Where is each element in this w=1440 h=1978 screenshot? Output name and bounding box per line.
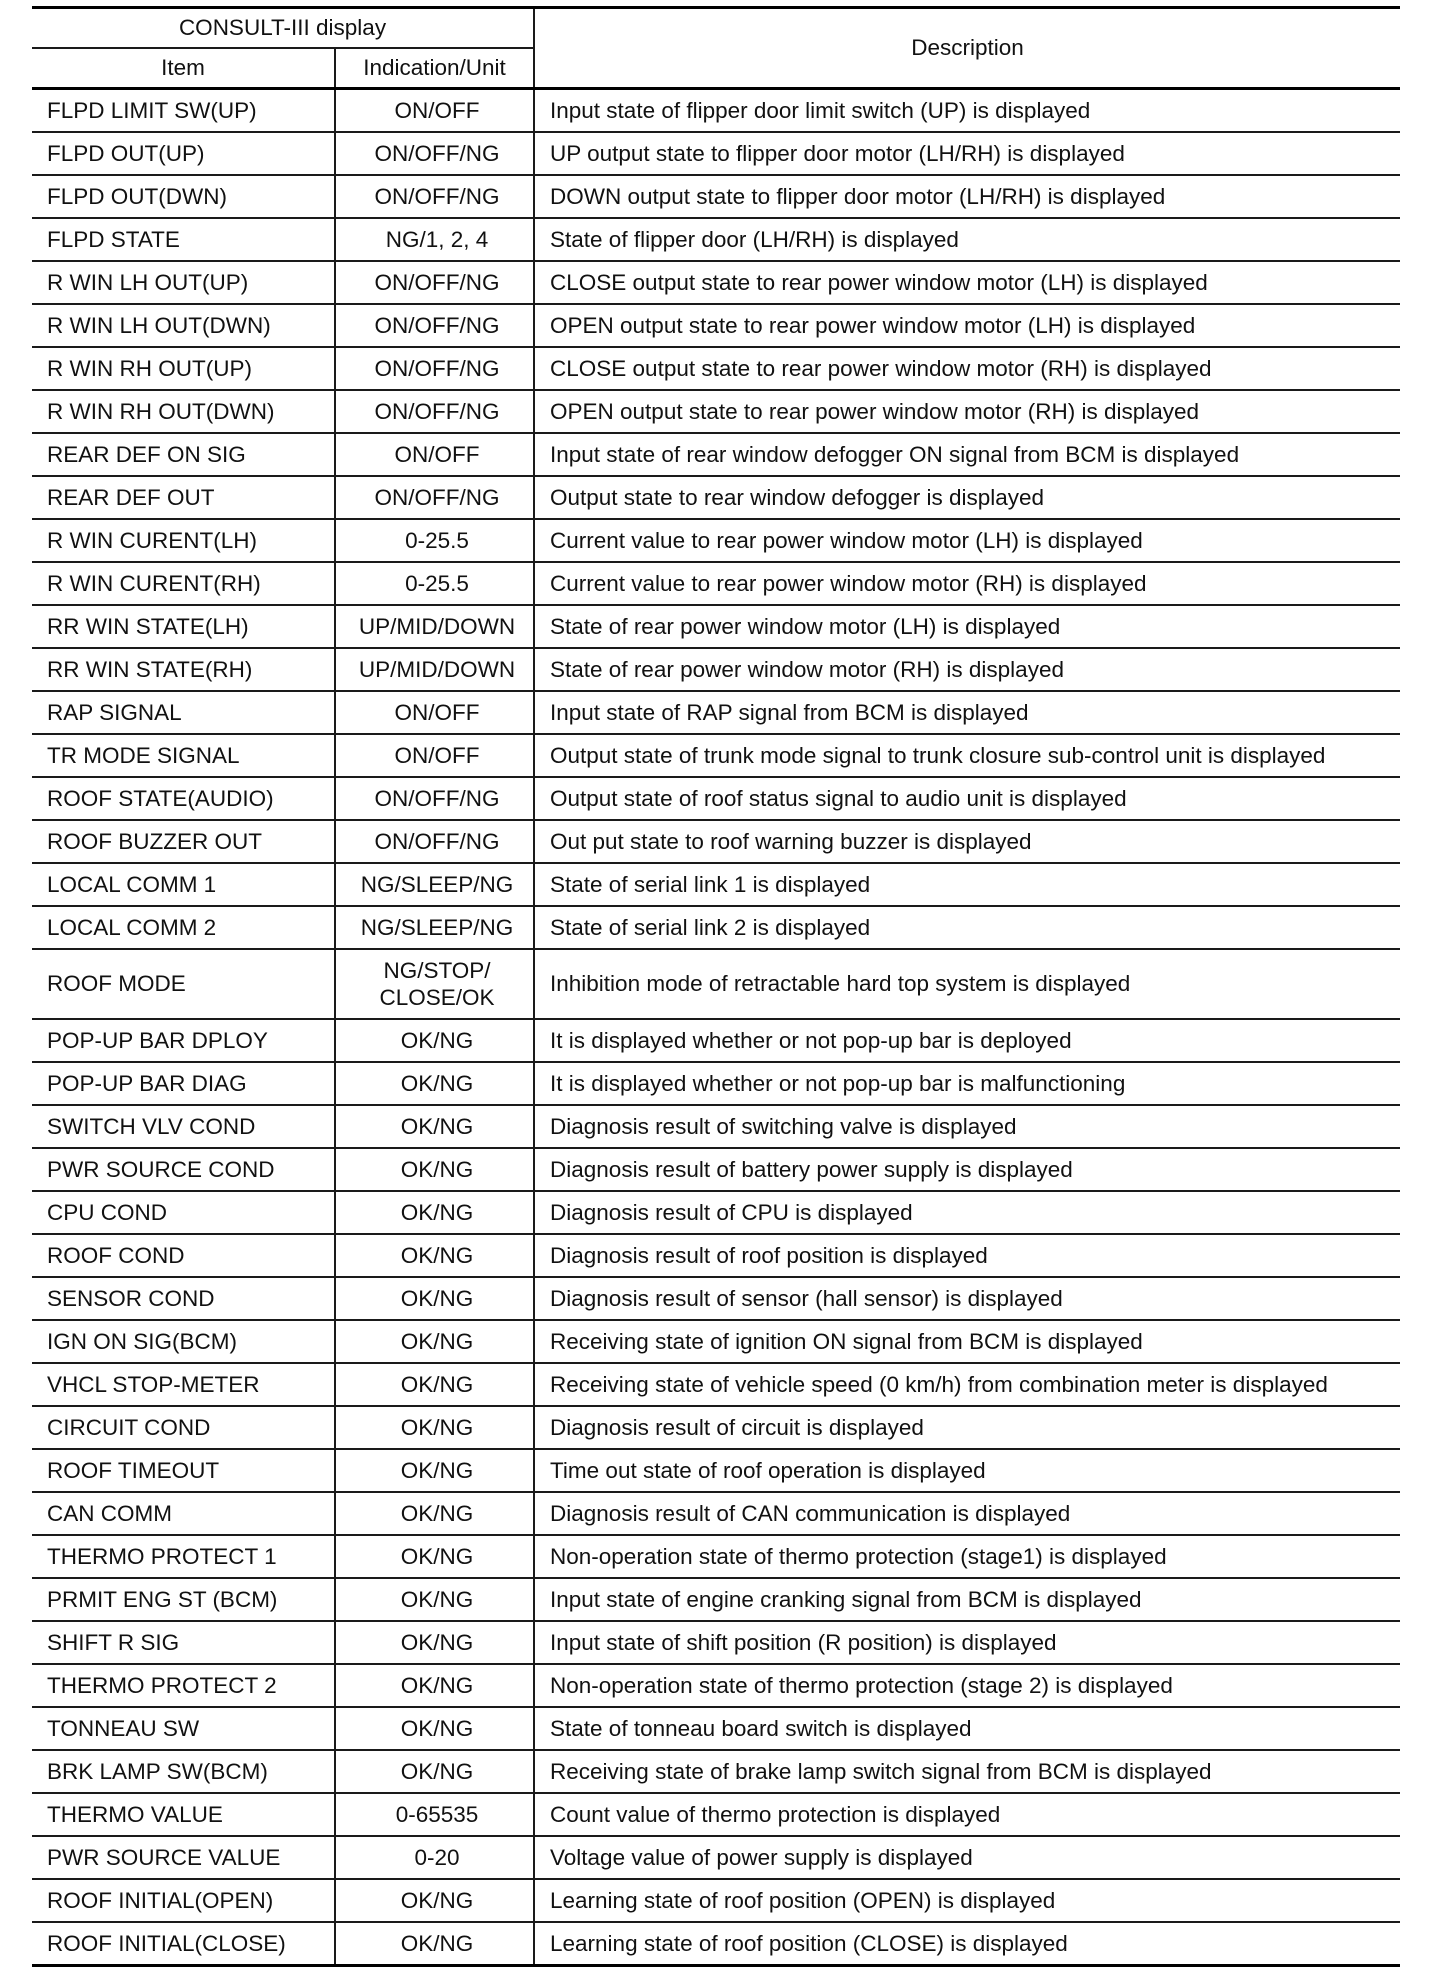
description-cell: Input state of RAP signal from BCM is displayed bbox=[534, 691, 1400, 734]
item-cell: CAN COMM bbox=[32, 1492, 335, 1535]
item-cell: CIRCUIT COND bbox=[32, 1406, 335, 1449]
table-row bbox=[32, 1148, 1400, 1191]
table-row bbox=[32, 1664, 1400, 1707]
item-cell: FLPD LIMIT SW(UP) bbox=[32, 89, 335, 133]
item-cell: ROOF INITIAL(OPEN) bbox=[32, 1879, 335, 1922]
table-row bbox=[32, 433, 1400, 476]
indication-cell: ON/OFF/NG bbox=[335, 347, 534, 390]
table-row bbox=[32, 1105, 1400, 1148]
indication-cell: UP/MID/DOWN bbox=[335, 648, 534, 691]
description-cell: OPEN output state to rear power window motor (RH) is displayed bbox=[534, 390, 1400, 433]
description-cell: Output state of trunk mode signal to trunk closure sub-control unit is displayed bbox=[534, 734, 1400, 777]
indication-cell: ON/OFF bbox=[335, 734, 534, 777]
description-cell: Diagnosis result of CAN communication is displayed bbox=[534, 1492, 1400, 1535]
table-row bbox=[32, 820, 1400, 863]
table-row bbox=[32, 1750, 1400, 1793]
table-row bbox=[32, 1320, 1400, 1363]
description-cell: Diagnosis result of switching valve is displayed bbox=[534, 1105, 1400, 1148]
indication-cell: OK/NG bbox=[335, 1320, 534, 1363]
indication-cell: ON/OFF bbox=[335, 691, 534, 734]
table-row bbox=[32, 1535, 1400, 1578]
item-cell: VHCL STOP-METER bbox=[32, 1363, 335, 1406]
table-row bbox=[32, 648, 1400, 691]
item-column-header: Item bbox=[32, 48, 335, 89]
consult-data-monitor-table bbox=[32, 6, 1400, 1967]
indication-unit-column-header: Indication/Unit bbox=[335, 48, 534, 89]
table-row bbox=[32, 1922, 1400, 1966]
item-cell: THERMO VALUE bbox=[32, 1793, 335, 1836]
item-cell: FLPD OUT(UP) bbox=[32, 132, 335, 175]
indication-cell: OK/NG bbox=[335, 1105, 534, 1148]
description-cell: Learning state of roof position (CLOSE) is displayed bbox=[534, 1922, 1400, 1966]
table-row bbox=[32, 691, 1400, 734]
description-cell: State of serial link 1 is displayed bbox=[534, 863, 1400, 906]
table-row bbox=[32, 562, 1400, 605]
description-cell: CLOSE output state to rear power window motor (LH) is displayed bbox=[534, 261, 1400, 304]
table-row bbox=[32, 519, 1400, 562]
indication-cell: NG/SLEEP/NG bbox=[335, 863, 534, 906]
description-cell: OPEN output state to rear power window motor (LH) is displayed bbox=[534, 304, 1400, 347]
table-row bbox=[32, 777, 1400, 820]
table-row bbox=[32, 1621, 1400, 1664]
table-row bbox=[32, 1062, 1400, 1105]
item-cell: BRK LAMP SW(BCM) bbox=[32, 1750, 335, 1793]
table-row bbox=[32, 132, 1400, 175]
description-cell: Current value to rear power window motor (LH) is displayed bbox=[534, 519, 1400, 562]
description-cell: Receiving state of ignition ON signal from BCM is displayed bbox=[534, 1320, 1400, 1363]
indication-cell: ON/OFF bbox=[335, 433, 534, 476]
description-cell: Receiving state of vehicle speed (0 km/h) from combination meter is displayed bbox=[534, 1363, 1400, 1406]
indication-cell: OK/NG bbox=[335, 1449, 534, 1492]
description-cell: Input state of flipper door limit switch (UP) is displayed bbox=[534, 89, 1400, 133]
item-cell: REAR DEF ON SIG bbox=[32, 433, 335, 476]
item-cell: R WIN CURENT(LH) bbox=[32, 519, 335, 562]
indication-cell: OK/NG bbox=[335, 1019, 534, 1062]
item-cell: THERMO PROTECT 2 bbox=[32, 1664, 335, 1707]
table-row bbox=[32, 1449, 1400, 1492]
table-row bbox=[32, 89, 1400, 133]
description-cell: Diagnosis result of CPU is displayed bbox=[534, 1191, 1400, 1234]
item-cell: R WIN RH OUT(DWN) bbox=[32, 390, 335, 433]
indication-cell: OK/NG bbox=[335, 1191, 534, 1234]
table-row bbox=[32, 175, 1400, 218]
table-row bbox=[32, 261, 1400, 304]
item-cell: IGN ON SIG(BCM) bbox=[32, 1320, 335, 1363]
table-header bbox=[32, 8, 1400, 89]
description-cell: State of tonneau board switch is displayed bbox=[534, 1707, 1400, 1750]
table-row bbox=[32, 1879, 1400, 1922]
indication-cell: NG/1, 2, 4 bbox=[335, 218, 534, 261]
description-cell: Voltage value of power supply is displayed bbox=[534, 1836, 1400, 1879]
description-cell: Diagnosis result of roof position is displayed bbox=[534, 1234, 1400, 1277]
indication-cell: OK/NG bbox=[335, 1277, 534, 1320]
table-row bbox=[32, 949, 1400, 1019]
table-row bbox=[32, 1277, 1400, 1320]
description-cell: Input state of engine cranking signal from BCM is displayed bbox=[534, 1578, 1400, 1621]
item-cell: R WIN LH OUT(UP) bbox=[32, 261, 335, 304]
description-cell: State of serial link 2 is displayed bbox=[534, 906, 1400, 949]
indication-cell: OK/NG bbox=[335, 1148, 534, 1191]
table-row bbox=[32, 218, 1400, 261]
description-cell: Current value to rear power window motor (RH) is displayed bbox=[534, 562, 1400, 605]
indication-cell: ON/OFF/NG bbox=[335, 261, 534, 304]
table-row bbox=[32, 347, 1400, 390]
description-cell: Non-operation state of thermo protection (stage 2) is displayed bbox=[534, 1664, 1400, 1707]
item-cell: R WIN CURENT(RH) bbox=[32, 562, 335, 605]
table-row bbox=[32, 863, 1400, 906]
table-row bbox=[32, 734, 1400, 777]
indication-cell: 0-20 bbox=[335, 1836, 534, 1879]
item-cell: THERMO PROTECT 1 bbox=[32, 1535, 335, 1578]
table-row bbox=[32, 1019, 1400, 1062]
item-cell: SHIFT R SIG bbox=[32, 1621, 335, 1664]
indication-cell: OK/NG bbox=[335, 1621, 534, 1664]
description-cell: Learning state of roof position (OPEN) is displayed bbox=[534, 1879, 1400, 1922]
description-cell: State of flipper door (LH/RH) is displayed bbox=[534, 218, 1400, 261]
table-row bbox=[32, 476, 1400, 519]
description-cell: Time out state of roof operation is displayed bbox=[534, 1449, 1400, 1492]
indication-cell: ON/OFF/NG bbox=[335, 820, 534, 863]
table-row bbox=[32, 1406, 1400, 1449]
table-row bbox=[32, 1836, 1400, 1879]
item-cell: CPU COND bbox=[32, 1191, 335, 1234]
item-cell: SWITCH VLV COND bbox=[32, 1105, 335, 1148]
item-cell: SENSOR COND bbox=[32, 1277, 335, 1320]
item-cell: ROOF TIMEOUT bbox=[32, 1449, 335, 1492]
item-cell: RR WIN STATE(LH) bbox=[32, 605, 335, 648]
description-cell: Diagnosis result of circuit is displayed bbox=[534, 1406, 1400, 1449]
table-row bbox=[32, 390, 1400, 433]
indication-cell: OK/NG bbox=[335, 1234, 534, 1277]
description-cell: CLOSE output state to rear power window motor (RH) is displayed bbox=[534, 347, 1400, 390]
indication-cell: ON/OFF/NG bbox=[335, 476, 534, 519]
table-row bbox=[32, 304, 1400, 347]
description-cell: Diagnosis result of battery power supply is displayed bbox=[534, 1148, 1400, 1191]
consult-display-group-header: CONSULT-III display bbox=[32, 8, 534, 49]
item-cell: R WIN LH OUT(DWN) bbox=[32, 304, 335, 347]
item-cell: POP-UP BAR DIAG bbox=[32, 1062, 335, 1105]
description-cell: Output state to rear window defogger is displayed bbox=[534, 476, 1400, 519]
indication-cell: UP/MID/DOWN bbox=[335, 605, 534, 648]
table-row bbox=[32, 1492, 1400, 1535]
description-cell: DOWN output state to flipper door motor (LH/RH) is displayed bbox=[534, 175, 1400, 218]
item-cell: R WIN RH OUT(UP) bbox=[32, 347, 335, 390]
description-column-header: Description bbox=[534, 8, 1400, 89]
indication-cell: NG/SLEEP/NG bbox=[335, 906, 534, 949]
indication-cell: ON/OFF/NG bbox=[335, 132, 534, 175]
indication-cell: ON/OFF/NG bbox=[335, 175, 534, 218]
indication-cell: 0-25.5 bbox=[335, 519, 534, 562]
table-row bbox=[32, 1234, 1400, 1277]
description-cell: State of rear power window motor (LH) is displayed bbox=[534, 605, 1400, 648]
description-cell: Inhibition mode of retractable hard top system is displayed bbox=[534, 949, 1400, 1019]
table-row bbox=[32, 1578, 1400, 1621]
table-row bbox=[32, 906, 1400, 949]
indication-cell: 0-25.5 bbox=[335, 562, 534, 605]
table-row bbox=[32, 1363, 1400, 1406]
indication-cell: OK/NG bbox=[335, 1707, 534, 1750]
indication-cell: ON/OFF/NG bbox=[335, 777, 534, 820]
description-cell: State of rear power window motor (RH) is displayed bbox=[534, 648, 1400, 691]
item-cell: POP-UP BAR DPLOY bbox=[32, 1019, 335, 1062]
description-cell: Non-operation state of thermo protection (stage1) is displayed bbox=[534, 1535, 1400, 1578]
description-cell: Receiving state of brake lamp switch signal from BCM is displayed bbox=[534, 1750, 1400, 1793]
item-cell: PRMIT ENG ST (BCM) bbox=[32, 1578, 335, 1621]
item-cell: ROOF BUZZER OUT bbox=[32, 820, 335, 863]
table-row bbox=[32, 1707, 1400, 1750]
item-cell: TONNEAU SW bbox=[32, 1707, 335, 1750]
description-cell: Count value of thermo protection is displayed bbox=[534, 1793, 1400, 1836]
item-cell: TR MODE SIGNAL bbox=[32, 734, 335, 777]
item-cell: FLPD STATE bbox=[32, 218, 335, 261]
indication-cell: OK/NG bbox=[335, 1664, 534, 1707]
item-cell: ROOF MODE bbox=[32, 949, 335, 1019]
indication-cell: OK/NG bbox=[335, 1062, 534, 1105]
item-cell: REAR DEF OUT bbox=[32, 476, 335, 519]
indication-cell: OK/NG bbox=[335, 1535, 534, 1578]
description-cell: It is displayed whether or not pop-up bar is deployed bbox=[534, 1019, 1400, 1062]
description-cell: It is displayed whether or not pop-up bar is malfunctioning bbox=[534, 1062, 1400, 1105]
table-row bbox=[32, 1191, 1400, 1234]
item-cell: LOCAL COMM 1 bbox=[32, 863, 335, 906]
description-cell: Output state of roof status signal to audio unit is displayed bbox=[534, 777, 1400, 820]
description-cell: Input state of rear window defogger ON signal from BCM is displayed bbox=[534, 433, 1400, 476]
indication-cell: ON/OFF bbox=[335, 89, 534, 133]
indication-cell: ON/OFF/NG bbox=[335, 390, 534, 433]
indication-cell: OK/NG bbox=[335, 1922, 534, 1966]
table-row bbox=[32, 605, 1400, 648]
description-cell: Out put state to roof warning buzzer is displayed bbox=[534, 820, 1400, 863]
item-cell: FLPD OUT(DWN) bbox=[32, 175, 335, 218]
item-cell: ROOF STATE(AUDIO) bbox=[32, 777, 335, 820]
indication-cell: OK/NG bbox=[335, 1879, 534, 1922]
item-cell: ROOF COND bbox=[32, 1234, 335, 1277]
description-cell: UP output state to flipper door motor (LH/RH) is displayed bbox=[534, 132, 1400, 175]
indication-cell: OK/NG bbox=[335, 1578, 534, 1621]
indication-line-1: NG/STOP/ bbox=[383, 958, 491, 983]
item-cell: LOCAL COMM 2 bbox=[32, 906, 335, 949]
indication-cell: OK/NG bbox=[335, 1406, 534, 1449]
item-cell: RR WIN STATE(RH) bbox=[32, 648, 335, 691]
description-cell: Input state of shift position (R position) is displayed bbox=[534, 1621, 1400, 1664]
indication-cell: OK/NG bbox=[335, 1492, 534, 1535]
item-cell: RAP SIGNAL bbox=[32, 691, 335, 734]
indication-cell: ON/OFF/NG bbox=[335, 304, 534, 347]
table-body bbox=[32, 89, 1400, 1966]
indication-line-2: CLOSE/OK bbox=[379, 985, 495, 1010]
description-cell: Diagnosis result of sensor (hall sensor) is displayed bbox=[534, 1277, 1400, 1320]
indication-cell bbox=[335, 949, 534, 1019]
table-row bbox=[32, 1793, 1400, 1836]
indication-cell: OK/NG bbox=[335, 1363, 534, 1406]
indication-cell: OK/NG bbox=[335, 1750, 534, 1793]
item-cell: PWR SOURCE VALUE bbox=[32, 1836, 335, 1879]
indication-cell: 0-65535 bbox=[335, 1793, 534, 1836]
item-cell: PWR SOURCE COND bbox=[32, 1148, 335, 1191]
item-cell: ROOF INITIAL(CLOSE) bbox=[32, 1922, 335, 1966]
